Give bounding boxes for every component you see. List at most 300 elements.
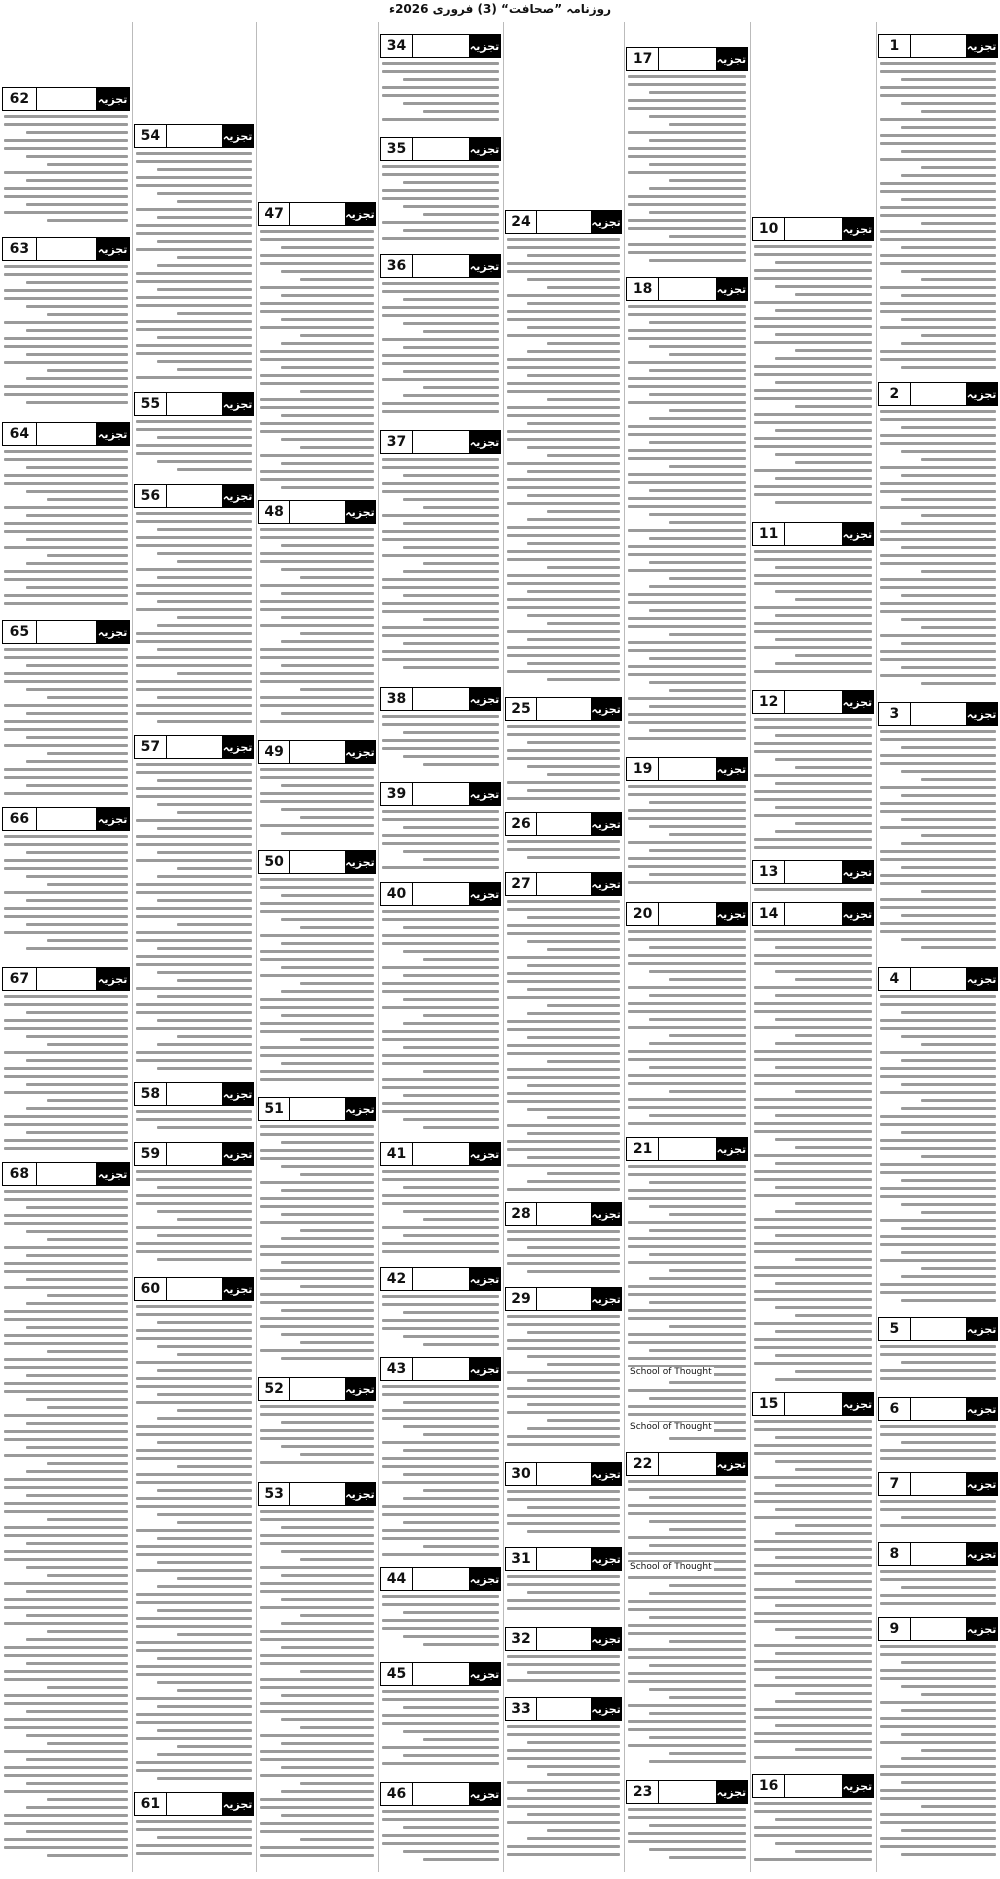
text-line [157,1393,252,1396]
article-body-text [382,910,499,1136]
text-line [754,1154,872,1157]
text-line [921,1211,996,1214]
header-blank [785,1775,842,1797]
text-line [136,184,252,187]
article-body-text [880,730,996,961]
text-line [136,1497,252,1500]
text-line [4,139,128,142]
text-line [177,1218,252,1221]
header-blank [785,1393,842,1415]
article-number: 61 [135,1793,167,1815]
text-line [281,544,374,547]
text-line [628,881,746,884]
article-number: 28 [506,1203,537,1225]
text-line [649,801,746,804]
text-line [423,562,499,565]
text-line [527,1132,620,1135]
text-line [775,946,872,949]
text-line [507,1230,620,1233]
text-line [300,1173,374,1176]
text-line [754,373,872,376]
text-line [669,633,746,636]
text-line [26,1230,128,1233]
text-line [628,1832,746,1835]
column-divider [378,22,379,1872]
text-line [649,537,746,540]
article-item [626,1780,748,1868]
text-line [669,1640,746,1643]
text-line [136,1553,252,1556]
article-header [134,124,254,148]
text-line [754,413,872,416]
text-line [382,197,499,200]
text-line [382,626,499,629]
text-line [382,918,499,921]
text-line [4,1075,128,1078]
text-line [901,866,996,869]
text-line [880,206,996,209]
text-line [136,1170,252,1173]
text-line [260,672,374,675]
header-blank [911,703,967,725]
text-line [382,1619,499,1622]
column-divider [750,22,751,1872]
text-line [157,803,252,806]
header-blank [911,1398,967,1420]
text-line [507,1124,620,1127]
article-number: 38 [381,688,413,710]
text-line [880,1845,996,1848]
text-line [921,1693,996,1696]
text-line [4,1115,128,1118]
text-line [754,1050,872,1053]
text-line [281,366,374,369]
text-line [754,317,872,320]
text-line [669,465,746,468]
text-line [880,262,996,265]
text-line [403,926,499,929]
text-line [136,1601,252,1604]
text-line [880,358,996,361]
text-line [628,1648,746,1651]
article-body-text [754,245,872,516]
text-line [136,428,252,431]
text-line [47,313,128,316]
text-line [260,720,374,723]
text-line [157,779,252,782]
article-tag: تجزیہ [345,1098,375,1120]
text-line [649,1688,746,1691]
text-line [901,1586,996,1589]
text-line [4,672,128,675]
text-line [880,1369,996,1372]
text-line [775,1186,872,1189]
article-item [258,740,376,846]
article-tag: تجزیہ [469,783,500,805]
text-line [880,238,996,241]
text-line [507,1148,620,1151]
text-line [775,994,872,997]
text-line [26,155,128,158]
text-line [507,1514,620,1517]
header-blank [413,1268,469,1290]
article-item [505,1287,622,1458]
text-line [281,712,374,715]
text-line [628,1816,746,1819]
text-line [260,528,374,531]
text-line [649,1616,746,1619]
article-body-text [507,900,620,1196]
text-line [754,1740,872,1743]
text-line [260,680,374,683]
text-line [547,1060,620,1063]
text-line [281,640,374,643]
article-number: 34 [381,35,413,57]
text-line [136,1673,252,1676]
text-line [157,1345,252,1348]
article-item [380,1142,501,1263]
text-line [880,1003,996,1006]
text-line [136,632,252,635]
text-line [901,1131,996,1134]
text-line [754,1500,872,1503]
text-line [628,1165,746,1168]
article-tag: تجزیہ [842,903,873,925]
header-blank [911,968,967,990]
text-line [507,848,620,851]
text-line [507,414,620,417]
text-line [4,1318,128,1321]
text-line [136,835,252,838]
text-line [649,849,746,852]
article-number: 2 [879,383,911,405]
article-header [505,1287,622,1311]
text-line [403,370,499,373]
text-line [403,570,499,573]
article-item [505,1627,622,1693]
text-line [754,445,872,448]
text-line [136,176,252,179]
text-line [507,1663,620,1666]
text-line [4,1438,128,1441]
text-line [403,205,499,208]
text-line [628,625,746,628]
text-line [754,814,872,817]
text-line [300,1782,374,1785]
text-line [382,1078,499,1081]
text-line [527,446,620,449]
text-line [403,474,499,477]
article-item [380,882,501,1138]
text-line [4,1558,128,1561]
article-item [505,1202,622,1283]
text-line [136,1617,252,1620]
article-item [878,34,998,378]
text-line [260,1606,374,1609]
text-line [754,245,872,248]
article-item [752,1392,874,1770]
text-line [628,1840,746,1843]
article-header [2,237,130,261]
text-line [281,1445,374,1448]
text-line [157,995,252,998]
text-line [527,422,620,425]
text-line [754,1476,872,1479]
text-line [795,293,872,296]
text-line [921,1155,996,1158]
text-line [669,1752,746,1755]
text-line [628,569,746,572]
text-line [775,1114,872,1117]
text-line [281,246,374,249]
text-line [507,430,620,433]
text-line [4,1550,128,1553]
article-body-text [4,1190,128,1866]
text-line [136,1737,252,1740]
text-line [901,666,996,669]
article-item [380,430,501,683]
text-line [136,1242,252,1245]
text-line [260,286,374,289]
text-line [901,938,996,941]
text-line [649,259,746,262]
text-line [628,337,746,340]
text-line [901,1107,996,1110]
text-line [281,294,374,297]
text-line [754,1298,872,1301]
text-line [507,1092,620,1095]
article-item [752,690,874,856]
text-line [754,1346,872,1349]
text-line [547,1363,620,1366]
text-line [157,240,252,243]
text-line [26,760,128,763]
text-line [527,1156,620,1159]
text-line [136,1529,252,1532]
text-line [157,1043,252,1046]
text-line [547,1116,620,1119]
article-number: 58 [135,1083,167,1105]
article-body-text [507,238,620,691]
text-line [382,910,499,913]
text-line [507,1679,620,1682]
text-line [901,1829,996,1832]
text-line [507,1725,620,1728]
header-blank [911,383,967,405]
text-line [527,916,620,919]
text-line [754,750,872,753]
article-header [258,850,376,874]
text-line [136,688,252,691]
text-line [281,664,374,667]
text-line [649,1018,746,1021]
text-line [754,1106,872,1109]
text-line [4,1846,128,1849]
text-line [507,478,620,481]
text-line [300,1038,374,1041]
text-line [880,826,996,829]
text-line [628,721,746,724]
article-item [505,872,622,1198]
text-line [157,1561,252,1564]
article-header [380,1267,501,1291]
text-line [260,824,374,827]
header-blank [537,873,591,895]
text-line [4,1718,128,1721]
text-line [382,1553,499,1556]
text-line [754,1444,872,1447]
article-tag: تجزیہ [716,48,747,70]
text-line [260,768,374,771]
article-tag: تجزیہ [842,1393,873,1415]
text-line [260,1317,374,1320]
text-line [754,1266,872,1269]
text-line [775,1556,872,1559]
article-item [752,217,874,518]
article-header [380,137,501,161]
text-line [157,552,252,555]
text-line [136,939,252,942]
text-line [136,584,252,587]
text-line [880,1345,996,1348]
article-number: 8 [879,1543,911,1565]
text-line [4,1123,128,1126]
text-line [628,865,746,868]
text-line [281,1213,374,1216]
article-body-text [4,835,128,961]
text-line [754,1620,872,1623]
text-line [649,1066,746,1069]
article-item [505,1547,622,1623]
text-line [4,171,128,174]
text-line [260,262,374,265]
text-line [754,397,872,400]
text-line [527,1246,620,1249]
text-line [403,1449,499,1452]
text-line [403,950,499,953]
article-item [878,1397,998,1468]
text-line [880,995,996,998]
text-line [880,1570,996,1573]
text-line [136,1178,252,1181]
text-line [901,1853,996,1856]
text-line [300,278,374,281]
article-tag: تجزیہ [469,1143,500,1165]
text-line [136,656,252,659]
text-line [775,970,872,973]
text-line [260,776,374,779]
text-line [47,696,128,699]
text-line [527,1427,620,1430]
header-blank [290,501,345,523]
article-header [626,902,748,926]
text-line [880,562,996,565]
text-line [4,147,128,150]
text-line [754,1644,872,1647]
header-blank [37,968,97,990]
article-body-text [628,930,746,1131]
text-line [628,227,746,230]
text-line [177,811,252,814]
article-header [878,702,998,726]
article-number: 9 [879,1618,911,1640]
header-blank [911,1618,967,1640]
text-line [260,1325,374,1328]
text-line [136,320,252,323]
text-line [382,942,499,945]
text-line [649,1712,746,1715]
text-line [281,1141,374,1144]
text-line [260,230,374,233]
text-line [669,235,746,238]
text-line [527,1355,620,1358]
text-line [26,1614,128,1617]
text-line [260,704,374,707]
header-blank [290,1098,345,1120]
text-line [26,538,128,541]
text-line [628,99,746,102]
article-body-text [880,1570,996,1611]
text-line [260,1133,374,1136]
text-line [754,301,872,304]
article-tag: تجزیہ [966,1398,997,1420]
text-line [382,1818,499,1821]
text-line [4,1310,128,1313]
article-body-text [754,718,872,854]
text-line [880,142,996,145]
text-line [921,834,996,837]
article-header [505,1547,622,1571]
text-line [547,454,620,457]
text-line [880,1701,996,1704]
text-line [880,302,996,305]
text-line [880,1163,996,1166]
text-line [260,382,374,385]
article-tag: تجزیہ [469,883,500,905]
text-line [157,947,252,950]
text-line [260,1590,374,1593]
text-line [754,606,872,609]
text-line [754,646,872,649]
text-line [901,1179,996,1182]
text-line [507,646,620,649]
text-line [136,420,252,423]
text-line [281,592,374,595]
text-line [300,632,374,635]
text-line [177,672,252,675]
text-line [649,1664,746,1667]
text-line [901,198,996,201]
article-tag: تجزیہ [842,218,873,240]
article-tag: تجزیہ [345,1378,375,1400]
article-tag: تجزیہ [842,523,873,545]
article-header [752,860,874,884]
text-line [628,1309,746,1312]
text-line [4,891,128,894]
text-line [423,1643,499,1646]
text-line [754,1322,872,1325]
text-line [775,285,872,288]
text-line [281,1014,374,1017]
text-line [26,1302,128,1305]
article-body-text [260,768,374,844]
article-body-text [507,1315,620,1456]
text-line [281,1694,374,1697]
article-item [878,1617,998,1868]
text-line [507,1028,620,1031]
article-item [878,967,998,1313]
text-line [880,554,996,557]
